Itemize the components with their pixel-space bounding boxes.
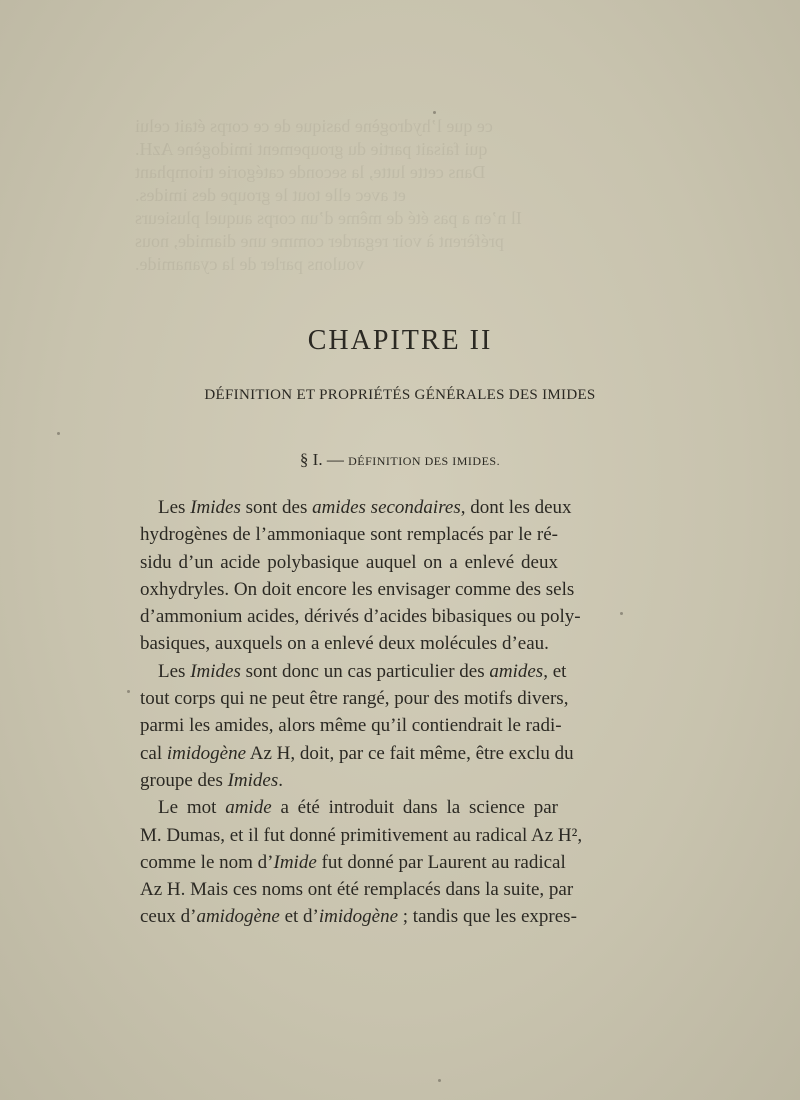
paper-speck [57, 432, 60, 435]
text-line: parmi les amides, alors même qu’il contiendrait le radi- [140, 715, 562, 737]
text-line: tout corps qui ne peut être rangé, pour des motifs divers, [140, 688, 569, 710]
chapter-subtitle: DÉFINITION ET PROPRIÉTÉS GÉNÉRALES DES IMIDES [204, 387, 596, 403]
text-line: basiques, auxquels on a enlevé deux molécules d’eau. [140, 633, 549, 655]
text-line: M. Dumas, et il fut donné primitivement au radical Az H², [140, 824, 583, 846]
bleed-through-text: ce que l’hydrogène basique de ce corps était celui qui faisait partie du groupement imidogène AzH. Dans cette lutte, la seconde catégorie triomphant et avec elle tout le groupe des imides. Il n’en a pas été de même d’un corps auquel plusieurs préfèrent à voir regarder comme une diamide, nous voulons parler de la cyanamide. [135, 116, 522, 274]
paper-speck [620, 612, 623, 615]
section-number: § I. — [299, 450, 344, 469]
text-line: Les Imides sont donc un cas particulier des amides, et [158, 660, 567, 682]
paper-speck [438, 1079, 441, 1082]
paper-speck [127, 690, 130, 693]
text-line: oxhydryles. On doit encore les envisager comme des sels [140, 578, 575, 600]
section-title: DÉFINITION DES IMIDES. [348, 454, 501, 468]
paper-speck [433, 111, 436, 114]
text-line: d’ammonium acides, dérivés d’acides bibasiques ou poly- [140, 606, 581, 628]
text-line: Az H. Mais ces noms ont été remplacés dans la suite, par [140, 879, 574, 901]
text-line: ceux d’amidogène et d’imidogène ; tandis que les expres- [140, 906, 577, 928]
text-line: sidu d’un acide polybasique auquel on a enlevé deux [140, 551, 558, 573]
text-line: comme le nom d’Imide fut donné par Laurent au radical [140, 851, 566, 873]
section-heading [0, 450, 800, 470]
body-text [140, 494, 583, 931]
text-line: groupe des Imides. [140, 769, 283, 791]
text-line: hydrogènes de l’ammoniaque sont remplacés par le ré- [140, 524, 558, 546]
text-line: cal imidogène Az H, doit, par ce fait même, être exclu du [140, 742, 574, 764]
text-line: Les Imides sont des amides secondaires, dont les deux [158, 497, 572, 518]
text-line: Le mot amide a été introduit dans la science par [158, 797, 558, 819]
chapter-heading: CHAPITRE II [307, 325, 493, 356]
